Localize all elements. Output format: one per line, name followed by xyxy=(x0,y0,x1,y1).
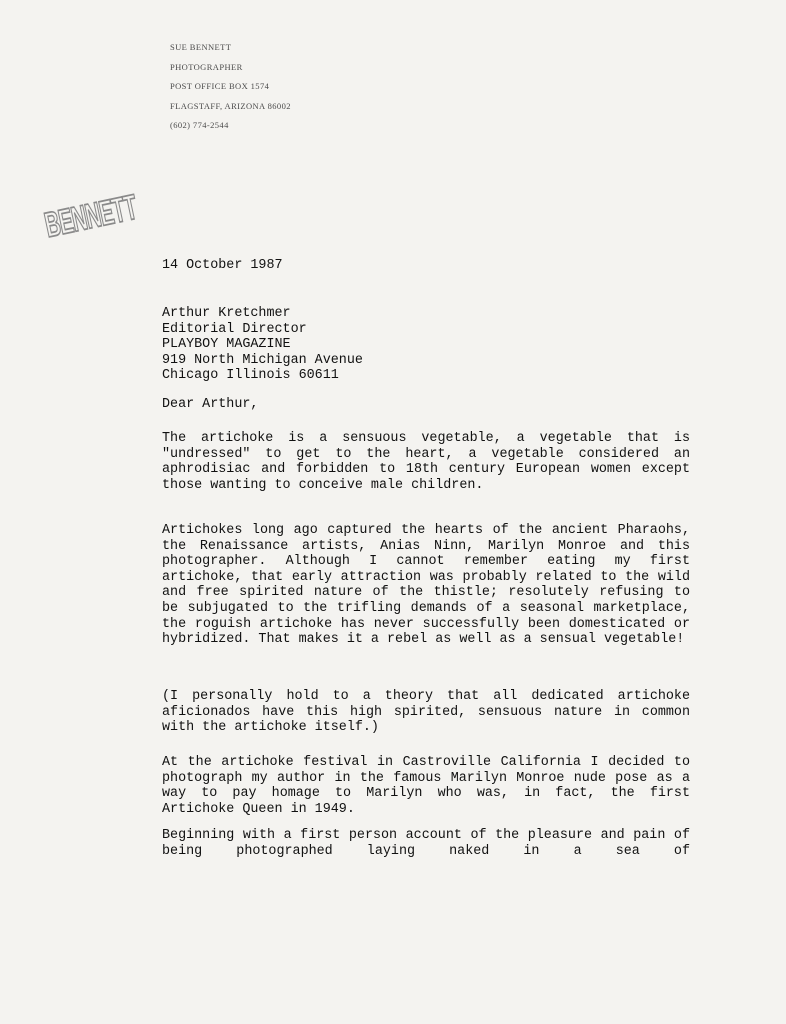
letterhead-name: SUE BENNETT xyxy=(170,42,232,52)
paragraph: Beginning with a first person account of the pleasure and pain of being photographed laying naked in a sea of xyxy=(162,828,690,859)
bennett-stamp xyxy=(40,188,141,246)
letterhead-phone: (602) 774-2544 xyxy=(170,120,229,131)
paragraph: The artichoke is a sensuous vegetable, a vegetable that is "undressed" to get to the heart, a vegetable considered an aphrodisiac and forbidden to 18th century European women except those wanting to conceive male children. xyxy=(162,431,690,493)
paragraph: At the artichoke festival in Castroville California I decided to photograph my author in the famous Marilyn Monroe nude pose as a way to pay homage to Marilyn who was, in fact, the first Artichoke Queen in 1949. xyxy=(162,755,690,817)
stamp-text: BENNETT xyxy=(41,188,141,246)
paragraph: Artichokes long ago captured the hearts of the ancient Pharaohs, the Renaissance artists, Anias Ninn, Marilyn Monroe and this photographer. Although I cannot remember eating my first artichoke, that early attraction was probably related to the wild and free spirited nature of the thistle; resolutely refusing to be subjugated to the trifling demands of a seasonal marketplace, the roguish artichoke has never successfully been domesticated or hybridized. That makes it a rebel as well as a sensual vegetable! xyxy=(162,523,690,648)
recipient-address xyxy=(162,306,363,384)
letterhead-city: FLAGSTAFF, ARIZONA 86002 xyxy=(170,100,291,111)
recipient-city: Chicago Illinois 60611 xyxy=(162,368,339,384)
recipient-name: Arthur Kretchmer xyxy=(162,306,291,321)
recipient-street: 919 North Michigan Avenue xyxy=(162,352,363,368)
letterhead-title: PHOTOGRAPHER xyxy=(170,61,243,72)
paragraph: (I personally hold to a theory that all dedicated artichoke aficionados have this high spirited, sensuous nature in common with the artichoke itself.) xyxy=(162,689,690,736)
letterhead xyxy=(170,38,291,136)
letter-date: 14 October 1987 xyxy=(162,258,283,273)
recipient-company: PLAYBOY MAGAZINE xyxy=(162,337,291,353)
letterhead-box: POST OFFICE BOX 1574 xyxy=(170,81,270,92)
recipient-title: Editorial Director xyxy=(162,321,307,337)
salutation: Dear Arthur, xyxy=(162,397,259,412)
